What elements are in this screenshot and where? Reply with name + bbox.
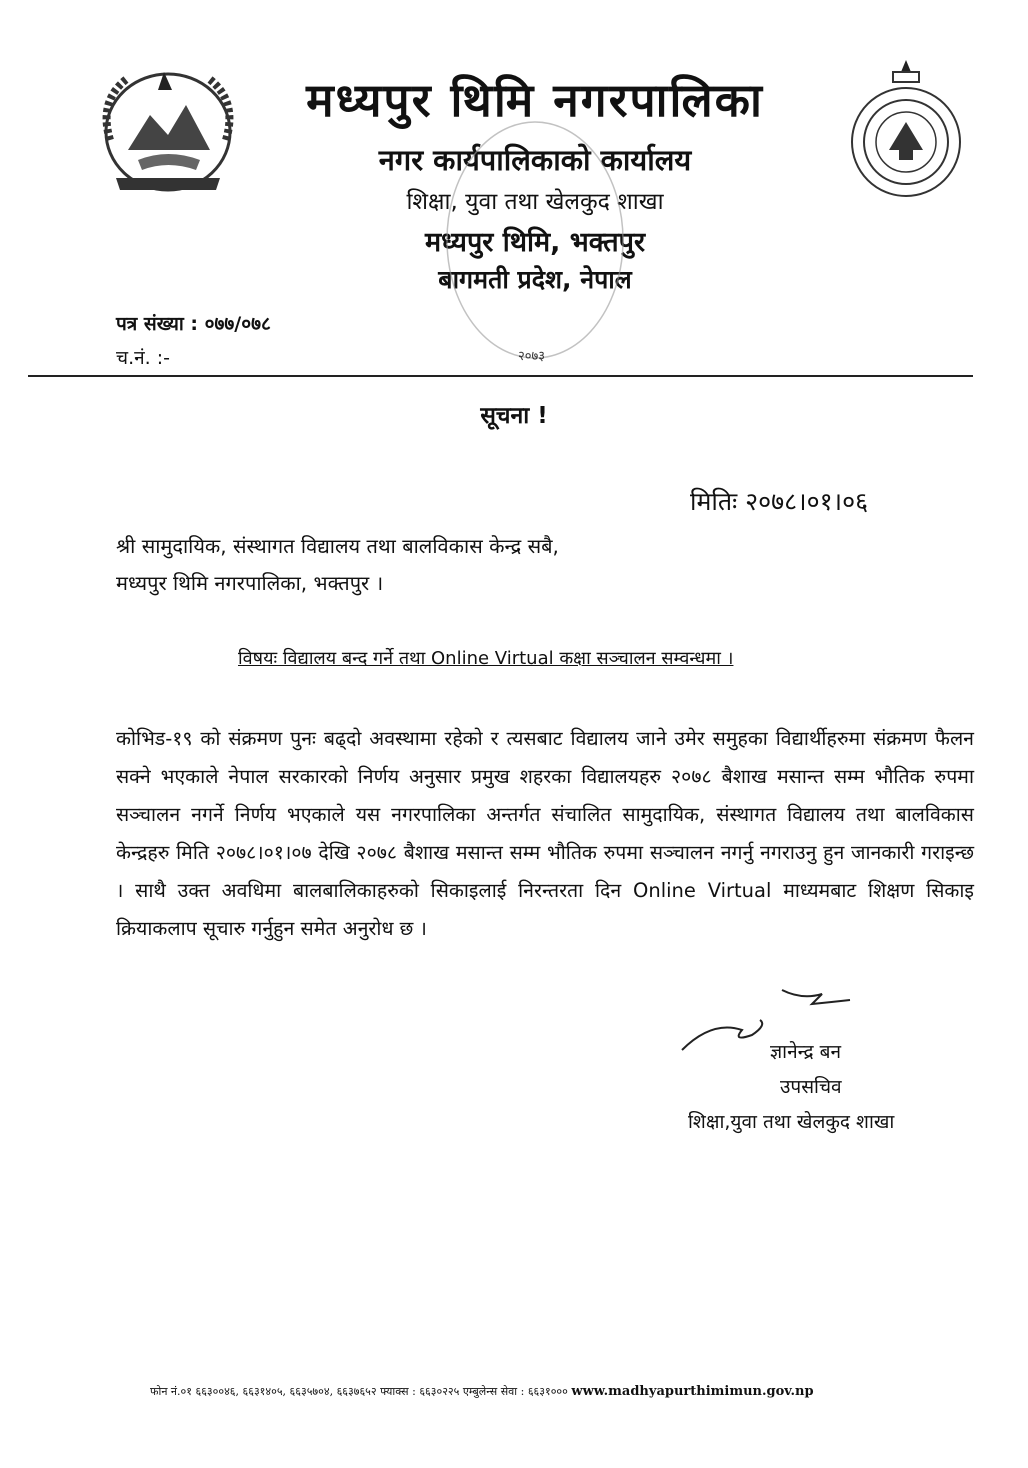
dispatch-number: च.नं. :-: [116, 347, 170, 369]
office-name: नगर कार्यपालिकाको कार्यालय: [378, 143, 692, 177]
letter-date: मितिः २०७८।०१।०६: [690, 487, 869, 516]
footer: [150, 1384, 980, 1399]
stamp-year: २०७३: [518, 349, 546, 364]
office-stamp-icon: [440, 90, 630, 370]
subject-line: विषयः विद्यालय बन्द गर्ने तथा Online Virtual कक्षा सञ्चालन सम्वन्धमा ।: [238, 648, 734, 669]
department-name: शिक्षा, युवा तथा खेलकुद शाखा: [406, 189, 664, 215]
notice-title: सूचना !: [480, 403, 548, 429]
footer-contact: फोन नं.०१ ६६३००४६, ६६३१४०५, ६६३५७०४, ६६३७६५२ फ्याक्स : ६६३०२२५ एम्बुलेन्स सेवा : ६६३१०००: [150, 1385, 568, 1398]
signatory-name: ज्ञानेन्द्र बन: [770, 1041, 842, 1063]
province-country: बागमती प्रदेश, नेपाल: [438, 265, 632, 294]
addressee-line-1: श्री सामुदायिक, संस्थागत विद्यालय तथा बालविकास केन्द्र सबै,: [116, 534, 559, 558]
letter-number: पत्र संख्या : ०७७/०७८: [116, 313, 271, 335]
signatory-department: शिक्षा,युवा तथा खेलकुद शाखा: [688, 1111, 895, 1133]
footer-website[interactable]: www.madhyapurthimimun.gov.np: [571, 1384, 814, 1399]
municipality-logo-icon: [845, 52, 967, 202]
notice-body: कोभिड-१९ को संक्रमण पुनः बढ्दो अवस्थामा रहेको र त्यसबाट विद्यालय जाने उमेर समुहका विद्यार्थीहरुमा संक्रमण फैलन सक्ने भएकाले नेपाल सरकारको निर्णय अनुसार प्रमुख शहरका विद्यालयहरु २०७८ बैशाख मसान्त सम्म भौतिक रुपमा सञ्चालन नगर्ने निर्णय भएकाले यस नगरपालिका अन्तर्गत संचालित सामुदायिक, संस्थागत विद्यालय तथा बालविकास केन्द्रहरु मिति २०७८।०१।०७ देखि २०७८ बैशाख मसान्त सम्म भौतिक रुपमा सञ्चालन नगर्नु नगराउनु हुन जानकारी गराइन्छ । साथै उक्त अवधिमा बालबालिकाहरुको सिकाइलाई निरन्तरता दिन Online Virtual माध्यमबाट शिक्षण सिकाइ क्रियाकलाप सूचारु गर्नुहुन समेत अनुरोध छ ।: [116, 727, 974, 940]
addressee-line-2: मध्यपुर थिमि नगरपालिका, भक्तपुर ।: [116, 571, 384, 595]
municipality-name: मध्यपुर थिमि नगरपालिका: [306, 73, 764, 127]
location: मध्यपुर थिमि, भक्तपुर: [424, 227, 645, 258]
signatory-title: उपसचिव: [780, 1076, 842, 1098]
header-divider: [28, 375, 973, 377]
nepal-emblem-icon: [88, 60, 248, 200]
